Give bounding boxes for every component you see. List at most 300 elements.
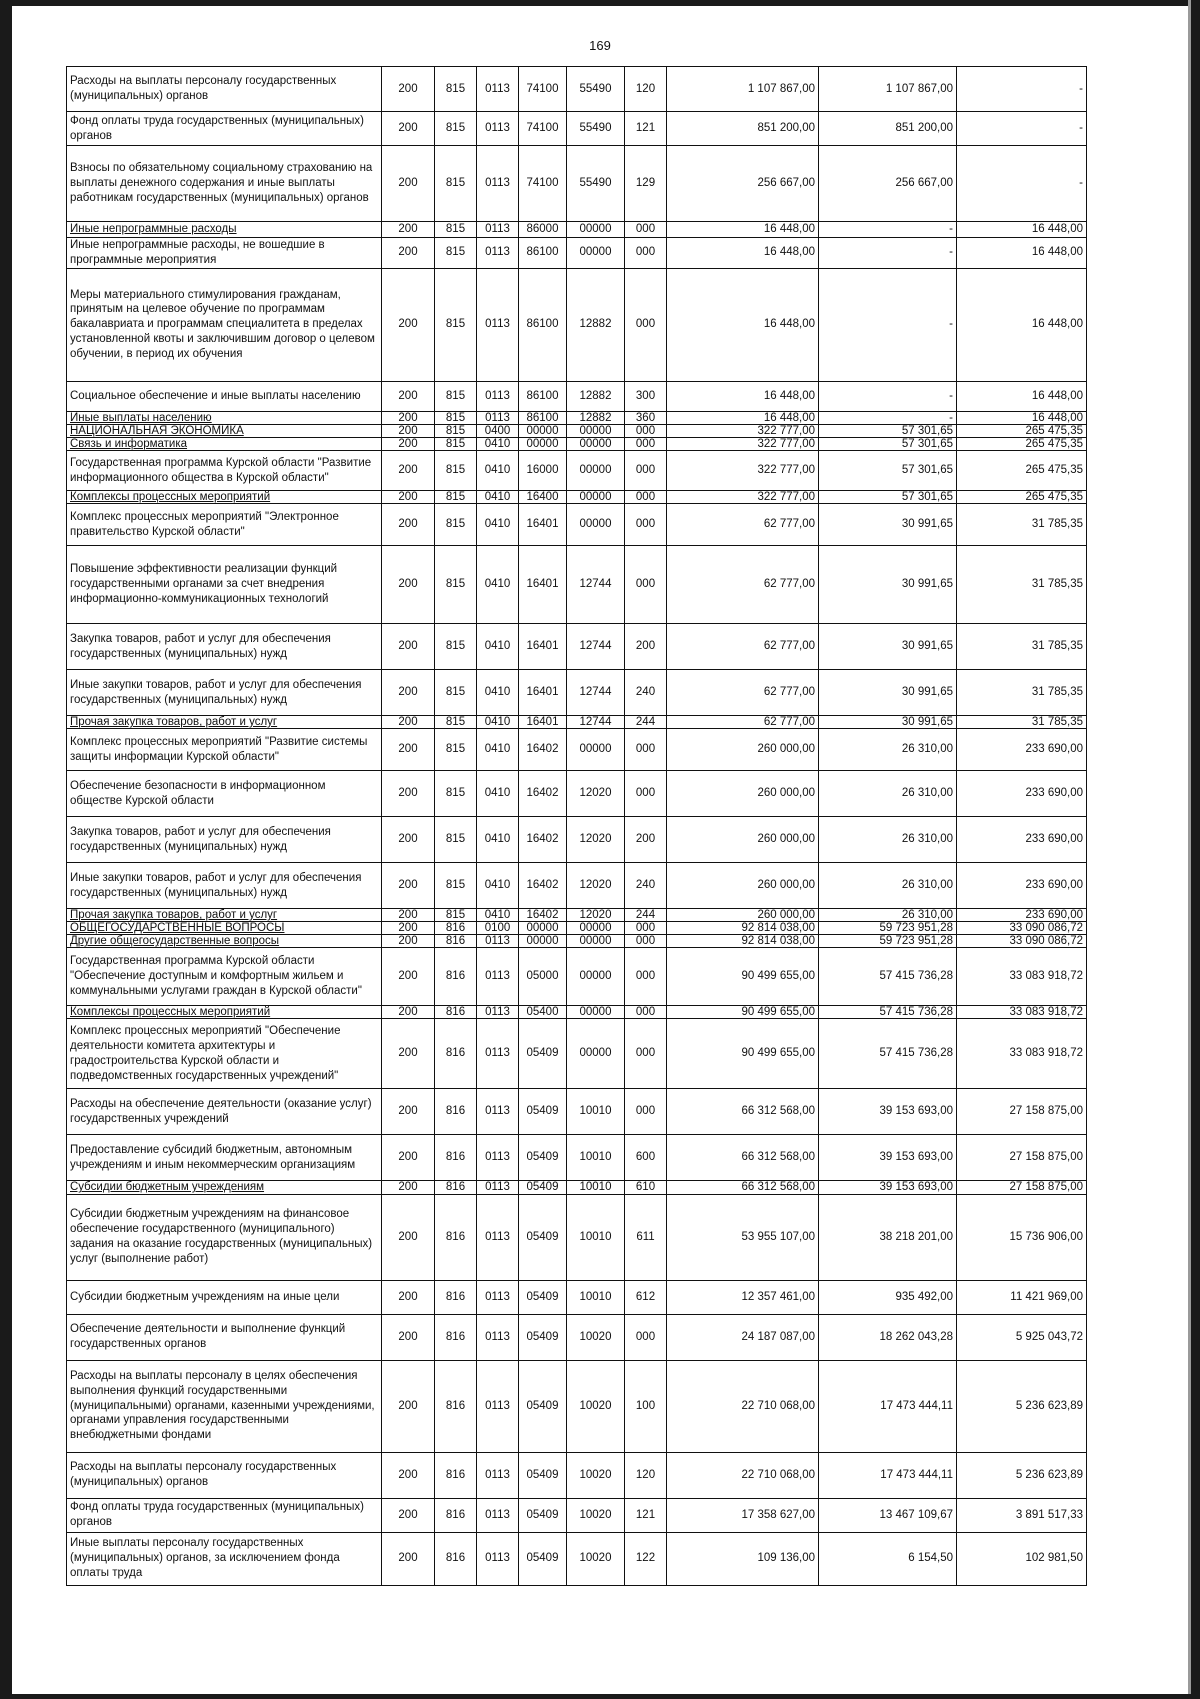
- table-row: [67, 771, 1087, 817]
- amount-plan: 17 358 627,00: [667, 1498, 819, 1532]
- rz-code: 0410: [477, 909, 519, 922]
- table-row: [67, 438, 1087, 451]
- row-name: Социальное обеспечение и иные выплаты населению: [67, 381, 382, 411]
- direction-code: 12744: [567, 716, 625, 729]
- amount-executed: 935 492,00: [819, 1280, 957, 1314]
- program-code: 16401: [519, 504, 567, 546]
- amount-remainder: 11 421 969,00: [957, 1280, 1087, 1314]
- ved-code: 815: [435, 546, 477, 624]
- amount-remainder: 33 083 918,72: [957, 948, 1087, 1006]
- amount-executed: 59 723 951,28: [819, 922, 957, 935]
- vr-code: 000: [625, 1314, 667, 1360]
- table-row: [67, 1314, 1087, 1360]
- amount-remainder: 15 736 906,00: [957, 1194, 1087, 1280]
- vr-code: 000: [625, 451, 667, 491]
- amount-plan: 16 448,00: [667, 222, 819, 238]
- ved-code: 816: [435, 922, 477, 935]
- vr-code: 000: [625, 935, 667, 948]
- amount-plan: 90 499 655,00: [667, 1006, 819, 1019]
- row-name: Расходы на выплаты персоналу в целях обеспечения выполнения функций государственными (муниципальными) органами, казенными учреждениями, органами управления государственными внебюджетными фондами: [67, 1360, 382, 1452]
- amount-executed: -: [819, 381, 957, 411]
- program-code: 05409: [519, 1314, 567, 1360]
- amount-remainder: 5 236 623,89: [957, 1452, 1087, 1498]
- vr-code: 244: [625, 716, 667, 729]
- rz-code: 0113: [477, 381, 519, 411]
- vr-code: 121: [625, 112, 667, 146]
- rz-code: 0113: [477, 1280, 519, 1314]
- amount-plan: 322 777,00: [667, 451, 819, 491]
- gr-code: 200: [382, 504, 435, 546]
- table-row: [67, 624, 1087, 670]
- table-row: [67, 238, 1087, 269]
- gr-code: 200: [382, 729, 435, 771]
- ved-code: 816: [435, 1532, 477, 1585]
- table-row: [67, 863, 1087, 909]
- budget-table-body: [67, 67, 1087, 1586]
- table-row: [67, 1452, 1087, 1498]
- amount-plan: 109 136,00: [667, 1532, 819, 1585]
- amount-executed: 18 262 043,28: [819, 1314, 957, 1360]
- ved-code: 815: [435, 67, 477, 112]
- row-name: Предоставление субсидий бюджетным, автономным учреждениям и иным некоммерческим организациям: [67, 1135, 382, 1181]
- amount-executed: 57 415 736,28: [819, 948, 957, 1006]
- amount-plan: 16 448,00: [667, 268, 819, 381]
- direction-code: 00000: [567, 948, 625, 1006]
- amount-executed: 30 991,65: [819, 716, 957, 729]
- direction-code: 00000: [567, 922, 625, 935]
- ved-code: 815: [435, 909, 477, 922]
- vr-code: 129: [625, 146, 667, 222]
- program-code: 86000: [519, 222, 567, 238]
- amount-remainder: 5 925 043,72: [957, 1314, 1087, 1360]
- program-code: 16401: [519, 546, 567, 624]
- scan-edge-top: [0, 0, 1200, 6]
- table-row: [67, 1532, 1087, 1585]
- gr-code: 200: [382, 863, 435, 909]
- ved-code: 815: [435, 238, 477, 269]
- rz-code: 0410: [477, 504, 519, 546]
- budget-table: [66, 66, 1087, 1586]
- gr-code: 200: [382, 1314, 435, 1360]
- ved-code: 815: [435, 424, 477, 437]
- amount-plan: 322 777,00: [667, 424, 819, 437]
- amount-remainder: -: [957, 112, 1087, 146]
- ved-code: 815: [435, 817, 477, 863]
- rz-code: 0113: [477, 948, 519, 1006]
- row-name: Фонд оплаты труда государственных (муниципальных) органов: [67, 112, 382, 146]
- direction-code: 00000: [567, 222, 625, 238]
- ved-code: 815: [435, 411, 477, 424]
- row-name: Закупка товаров, работ и услуг для обеспечения государственных (муниципальных) нужд: [67, 817, 382, 863]
- gr-code: 200: [382, 624, 435, 670]
- direction-code: 00000: [567, 935, 625, 948]
- amount-plan: 260 000,00: [667, 729, 819, 771]
- amount-executed: -: [819, 268, 957, 381]
- program-code: 16402: [519, 771, 567, 817]
- amount-remainder: 27 158 875,00: [957, 1089, 1087, 1135]
- vr-code: 244: [625, 909, 667, 922]
- direction-code: 10020: [567, 1532, 625, 1585]
- amount-remainder: -: [957, 67, 1087, 112]
- row-name: Иные выплаты персоналу государственных (муниципальных) органов, за исключением фонда оплаты труда: [67, 1532, 382, 1585]
- rz-code: 0113: [477, 1181, 519, 1194]
- amount-executed: 57 301,65: [819, 424, 957, 437]
- direction-code: 10010: [567, 1280, 625, 1314]
- direction-code: 00000: [567, 1006, 625, 1019]
- amount-executed: 26 310,00: [819, 817, 957, 863]
- amount-remainder: 233 690,00: [957, 771, 1087, 817]
- program-code: 05409: [519, 1089, 567, 1135]
- program-code: 05409: [519, 1360, 567, 1452]
- gr-code: 200: [382, 909, 435, 922]
- scan-edge-right: [1191, 0, 1200, 1699]
- amount-plan: 22 710 068,00: [667, 1360, 819, 1452]
- rz-code: 0410: [477, 817, 519, 863]
- amount-remainder: 233 690,00: [957, 729, 1087, 771]
- amount-plan: 62 777,00: [667, 504, 819, 546]
- vr-code: 000: [625, 771, 667, 817]
- table-row: [67, 1089, 1087, 1135]
- table-row: [67, 1360, 1087, 1452]
- direction-code: 00000: [567, 424, 625, 437]
- amount-executed: 30 991,65: [819, 504, 957, 546]
- rz-code: 0113: [477, 411, 519, 424]
- amount-executed: 30 991,65: [819, 546, 957, 624]
- amount-plan: 62 777,00: [667, 624, 819, 670]
- gr-code: 200: [382, 146, 435, 222]
- row-name: Расходы на выплаты персоналу государственных (муниципальных) органов: [67, 67, 382, 112]
- rz-code: 0113: [477, 1532, 519, 1585]
- program-code: 05400: [519, 1006, 567, 1019]
- program-code: 16400: [519, 491, 567, 504]
- row-name: Прочая закупка товаров, работ и услуг: [67, 909, 382, 922]
- table-row: [67, 948, 1087, 1006]
- row-name: Комплекс процессных мероприятий "Электронное правительство Курской области": [67, 504, 382, 546]
- table-row: [67, 817, 1087, 863]
- amount-executed: 17 473 444,11: [819, 1360, 957, 1452]
- amount-remainder: 265 475,35: [957, 424, 1087, 437]
- rz-code: 0113: [477, 1498, 519, 1532]
- vr-code: 600: [625, 1135, 667, 1181]
- row-name: Иные закупки товаров, работ и услуг для обеспечения государственных (муниципальных) нужд: [67, 670, 382, 716]
- gr-code: 200: [382, 438, 435, 451]
- rz-code: 0113: [477, 146, 519, 222]
- gr-code: 200: [382, 268, 435, 381]
- table-row: [67, 451, 1087, 491]
- amount-executed: 26 310,00: [819, 909, 957, 922]
- amount-executed: -: [819, 238, 957, 269]
- scan-edge-bottom: [0, 1694, 1200, 1699]
- amount-plan: 322 777,00: [667, 438, 819, 451]
- program-code: 05409: [519, 1181, 567, 1194]
- ved-code: 816: [435, 1498, 477, 1532]
- program-code: 05409: [519, 1280, 567, 1314]
- table-row: [67, 729, 1087, 771]
- amount-remainder: 27 158 875,00: [957, 1181, 1087, 1194]
- amount-plan: 851 200,00: [667, 112, 819, 146]
- rz-code: 0113: [477, 268, 519, 381]
- amount-remainder: 33 083 918,72: [957, 1006, 1087, 1019]
- amount-remainder: 27 158 875,00: [957, 1135, 1087, 1181]
- table-row: [67, 546, 1087, 624]
- amount-remainder: 16 448,00: [957, 222, 1087, 238]
- direction-code: 10020: [567, 1360, 625, 1452]
- amount-plan: 322 777,00: [667, 491, 819, 504]
- rz-code: 0113: [477, 1019, 519, 1089]
- table-row: [67, 716, 1087, 729]
- rz-code: 0113: [477, 1314, 519, 1360]
- table-row: [67, 268, 1087, 381]
- amount-plan: 66 312 568,00: [667, 1089, 819, 1135]
- direction-code: 12882: [567, 268, 625, 381]
- direction-code: 10010: [567, 1194, 625, 1280]
- table-row: [67, 909, 1087, 922]
- row-name: Комплексы процессных мероприятий: [67, 491, 382, 504]
- direction-code: 10020: [567, 1452, 625, 1498]
- row-name: Субсидии бюджетным учреждениям на финансовое обеспечение государственного (муниципального) задания на оказание государственных (муниципальных) услуг (выполнение работ): [67, 1194, 382, 1280]
- rz-code: 0400: [477, 424, 519, 437]
- program-code: 74100: [519, 146, 567, 222]
- direction-code: 12020: [567, 771, 625, 817]
- ved-code: 815: [435, 438, 477, 451]
- vr-code: 000: [625, 1019, 667, 1089]
- rz-code: 0113: [477, 1194, 519, 1280]
- vr-code: 200: [625, 624, 667, 670]
- rz-code: 0410: [477, 729, 519, 771]
- ved-code: 815: [435, 491, 477, 504]
- row-name: Комплекс процессных мероприятий "Развитие системы защиты информации Курской области": [67, 729, 382, 771]
- vr-code: 000: [625, 922, 667, 935]
- vr-code: 000: [625, 948, 667, 1006]
- amount-plan: 24 187 087,00: [667, 1314, 819, 1360]
- amount-remainder: 16 448,00: [957, 411, 1087, 424]
- row-name: Другие общегосударственные вопросы: [67, 935, 382, 948]
- amount-plan: 62 777,00: [667, 546, 819, 624]
- table-row: [67, 1194, 1087, 1280]
- program-code: 16402: [519, 909, 567, 922]
- program-code: 00000: [519, 935, 567, 948]
- gr-code: 200: [382, 1181, 435, 1194]
- amount-executed: 30 991,65: [819, 670, 957, 716]
- table-row: [67, 1280, 1087, 1314]
- gr-code: 200: [382, 381, 435, 411]
- amount-executed: 39 153 693,00: [819, 1135, 957, 1181]
- vr-code: 000: [625, 424, 667, 437]
- amount-remainder: 265 475,35: [957, 438, 1087, 451]
- amount-plan: 16 448,00: [667, 411, 819, 424]
- amount-plan: 90 499 655,00: [667, 948, 819, 1006]
- rz-code: 0410: [477, 771, 519, 817]
- amount-executed: 13 467 109,67: [819, 1498, 957, 1532]
- amount-remainder: -: [957, 146, 1087, 222]
- ved-code: 816: [435, 1135, 477, 1181]
- program-code: 00000: [519, 424, 567, 437]
- program-code: 05409: [519, 1135, 567, 1181]
- vr-code: 000: [625, 504, 667, 546]
- ved-code: 816: [435, 1181, 477, 1194]
- page-number: 169: [589, 38, 611, 53]
- amount-remainder: 33 090 086,72: [957, 922, 1087, 935]
- row-name: Фонд оплаты труда государственных (муниципальных) органов: [67, 1498, 382, 1532]
- program-code: 16402: [519, 729, 567, 771]
- table-row: [67, 112, 1087, 146]
- table-row: [67, 411, 1087, 424]
- amount-plan: 22 710 068,00: [667, 1452, 819, 1498]
- amount-executed: 30 991,65: [819, 624, 957, 670]
- amount-remainder: 16 448,00: [957, 268, 1087, 381]
- row-name: Государственная программа Курской области "Обеспечение доступным и комфортным жильем и коммунальными услугами граждан в Курской области": [67, 948, 382, 1006]
- amount-executed: 59 723 951,28: [819, 935, 957, 948]
- rz-code: 0113: [477, 1135, 519, 1181]
- vr-code: 000: [625, 491, 667, 504]
- program-code: 86100: [519, 268, 567, 381]
- amount-plan: 260 000,00: [667, 863, 819, 909]
- ved-code: 815: [435, 670, 477, 716]
- rz-code: 0113: [477, 1360, 519, 1452]
- rz-code: 0410: [477, 716, 519, 729]
- amount-executed: 57 415 736,28: [819, 1006, 957, 1019]
- vr-code: 360: [625, 411, 667, 424]
- row-name: Иные закупки товаров, работ и услуг для обеспечения государственных (муниципальных) нужд: [67, 863, 382, 909]
- amount-plan: 1 107 867,00: [667, 67, 819, 112]
- amount-remainder: 31 785,35: [957, 716, 1087, 729]
- vr-code: 200: [625, 817, 667, 863]
- amount-plan: 53 955 107,00: [667, 1194, 819, 1280]
- row-name: Расходы на обеспечение деятельности (оказание услуг) государственных учреждений: [67, 1089, 382, 1135]
- direction-code: 12020: [567, 863, 625, 909]
- direction-code: 10010: [567, 1181, 625, 1194]
- rz-code: 0113: [477, 1006, 519, 1019]
- ved-code: 816: [435, 1006, 477, 1019]
- ved-code: 815: [435, 716, 477, 729]
- rz-code: 0113: [477, 1452, 519, 1498]
- program-code: 05000: [519, 948, 567, 1006]
- ved-code: 816: [435, 1194, 477, 1280]
- gr-code: 200: [382, 771, 435, 817]
- vr-code: 611: [625, 1194, 667, 1280]
- rz-code: 0410: [477, 670, 519, 716]
- ved-code: 815: [435, 624, 477, 670]
- direction-code: 00000: [567, 504, 625, 546]
- table-row: [67, 670, 1087, 716]
- gr-code: 200: [382, 1089, 435, 1135]
- ved-code: 816: [435, 1089, 477, 1135]
- direction-code: 00000: [567, 451, 625, 491]
- ved-code: 815: [435, 729, 477, 771]
- direction-code: 10010: [567, 1135, 625, 1181]
- ved-code: 816: [435, 1452, 477, 1498]
- direction-code: 00000: [567, 491, 625, 504]
- amount-remainder: 31 785,35: [957, 624, 1087, 670]
- direction-code: 12882: [567, 381, 625, 411]
- row-name: Иные выплаты населению: [67, 411, 382, 424]
- amount-executed: 39 153 693,00: [819, 1089, 957, 1135]
- row-name: Комплексы процессных мероприятий: [67, 1006, 382, 1019]
- gr-code: 200: [382, 948, 435, 1006]
- direction-code: 12882: [567, 411, 625, 424]
- rz-code: 0410: [477, 491, 519, 504]
- vr-code: 120: [625, 1452, 667, 1498]
- ved-code: 815: [435, 771, 477, 817]
- table-row: [67, 1006, 1087, 1019]
- table-row: [67, 381, 1087, 411]
- table-row: [67, 424, 1087, 437]
- gr-code: 200: [382, 238, 435, 269]
- amount-remainder: 31 785,35: [957, 504, 1087, 546]
- direction-code: 12020: [567, 817, 625, 863]
- program-code: 16402: [519, 817, 567, 863]
- row-name: Государственная программа Курской области "Развитие информационного общества в Курской области": [67, 451, 382, 491]
- rz-code: 0113: [477, 222, 519, 238]
- row-name: Меры материального стимулирования гражданам, принятым на целевое обучение по программам бакалавриата и программам специалитета в пределах установленной квоты и заключившим договор о целевом обучении, в период их обучения: [67, 268, 382, 381]
- vr-code: 121: [625, 1498, 667, 1532]
- vr-code: 000: [625, 438, 667, 451]
- direction-code: 00000: [567, 1019, 625, 1089]
- gr-code: 200: [382, 424, 435, 437]
- gr-code: 200: [382, 1452, 435, 1498]
- amount-executed: 57 301,65: [819, 438, 957, 451]
- row-name: Иные непрограммные расходы, не вошедшие в программные мероприятия: [67, 238, 382, 269]
- gr-code: 200: [382, 451, 435, 491]
- gr-code: 200: [382, 716, 435, 729]
- amount-remainder: 233 690,00: [957, 863, 1087, 909]
- gr-code: 200: [382, 1019, 435, 1089]
- gr-code: 200: [382, 1135, 435, 1181]
- amount-remainder: 33 083 918,72: [957, 1019, 1087, 1089]
- rz-code: 0410: [477, 863, 519, 909]
- amount-executed: 38 218 201,00: [819, 1194, 957, 1280]
- amount-executed: 57 301,65: [819, 491, 957, 504]
- direction-code: 00000: [567, 238, 625, 269]
- direction-code: 10020: [567, 1498, 625, 1532]
- table-row: [67, 1181, 1087, 1194]
- ved-code: 816: [435, 948, 477, 1006]
- row-name: Обеспечение деятельности и выполнение функций государственных органов: [67, 1314, 382, 1360]
- gr-code: 200: [382, 491, 435, 504]
- rz-code: 0113: [477, 67, 519, 112]
- vr-code: 610: [625, 1181, 667, 1194]
- ved-code: 816: [435, 1280, 477, 1314]
- rz-code: 0100: [477, 922, 519, 935]
- rz-code: 0410: [477, 624, 519, 670]
- program-code: 74100: [519, 112, 567, 146]
- ved-code: 816: [435, 935, 477, 948]
- gr-code: 200: [382, 1006, 435, 1019]
- ved-code: 815: [435, 381, 477, 411]
- ved-code: 816: [435, 1360, 477, 1452]
- row-name: Субсидии бюджетным учреждениям: [67, 1181, 382, 1194]
- program-code: 05409: [519, 1498, 567, 1532]
- direction-code: 12744: [567, 546, 625, 624]
- gr-code: 200: [382, 1532, 435, 1585]
- table-row: [67, 504, 1087, 546]
- vr-code: 000: [625, 729, 667, 771]
- program-code: 05409: [519, 1452, 567, 1498]
- gr-code: 200: [382, 222, 435, 238]
- row-name: Обеспечение безопасности в информационном обществе Курской области: [67, 771, 382, 817]
- direction-code: 12020: [567, 909, 625, 922]
- amount-executed: 256 667,00: [819, 146, 957, 222]
- table-row: [67, 67, 1087, 112]
- program-code: 16401: [519, 716, 567, 729]
- rz-code: 0410: [477, 546, 519, 624]
- rz-code: 0410: [477, 438, 519, 451]
- scan-edge-left: [0, 0, 12, 1699]
- vr-code: 000: [625, 546, 667, 624]
- amount-plan: 12 357 461,00: [667, 1280, 819, 1314]
- table-row: [67, 935, 1087, 948]
- amount-remainder: 33 090 086,72: [957, 935, 1087, 948]
